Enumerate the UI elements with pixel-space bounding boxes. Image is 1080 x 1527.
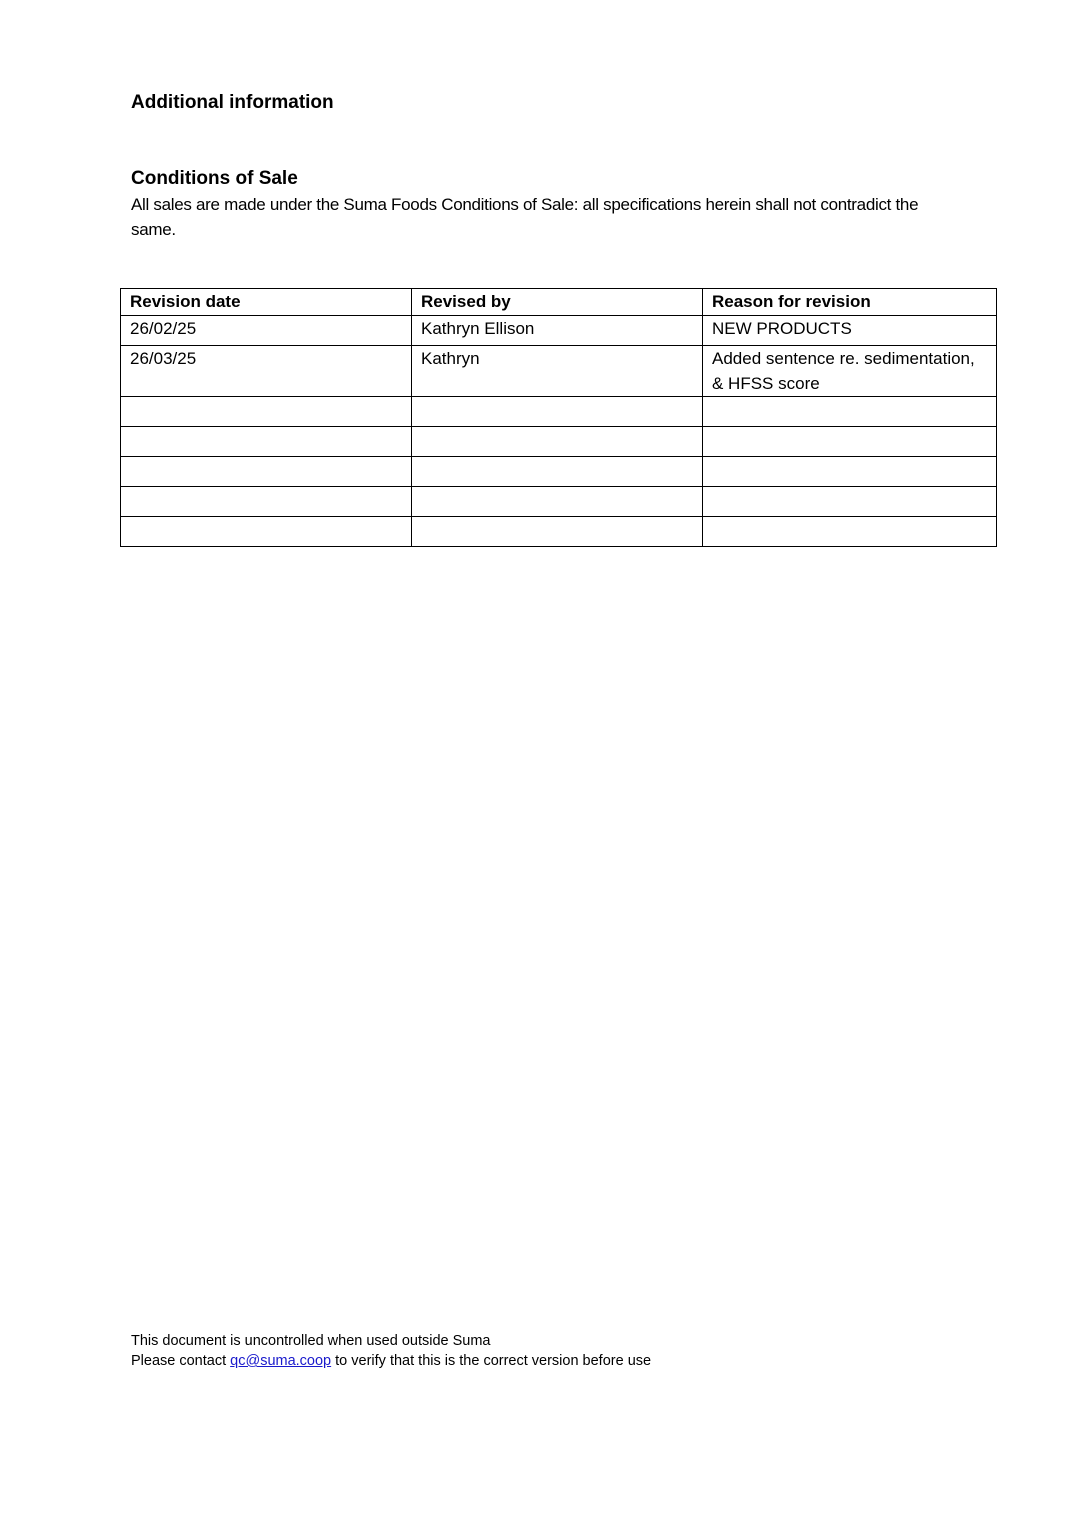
conditions-of-sale-text: All sales are made under the Suma Foods Conditions of Sale: all specifications herein shall not contradict the same. — [131, 195, 919, 239]
revised-by-cell: Kathryn Ellison — [412, 316, 703, 346]
table-header-row — [121, 289, 997, 316]
header-revision-date: Revision date — [121, 289, 412, 316]
reason-cell: Added sentence re. sedimentation, & HFSS score — [703, 346, 997, 397]
document-footer — [131, 1331, 651, 1371]
table-row — [121, 517, 997, 547]
table-row — [121, 346, 997, 397]
revision-table — [120, 288, 997, 547]
reason-cell — [703, 517, 997, 547]
qc-email-link[interactable]: qc@suma.coop — [230, 1353, 332, 1369]
table-row — [121, 316, 997, 346]
table-row — [121, 427, 997, 457]
revised-by-cell — [412, 397, 703, 427]
footer-contact-suffix: to verify that this is the correct version before use — [331, 1353, 652, 1369]
table-row — [121, 397, 997, 427]
revision-date-cell — [121, 487, 412, 517]
additional-information-heading: Additional information — [131, 92, 334, 113]
footer-contact-prefix: Please contact — [131, 1353, 231, 1369]
revised-by-cell: Kathryn — [412, 346, 703, 397]
header-revised-by: Revised by — [412, 289, 703, 316]
revision-date-cell: 26/02/25 — [121, 316, 412, 346]
footer-contact-line — [131, 1351, 651, 1371]
table-row — [121, 457, 997, 487]
conditions-of-sale-heading: Conditions of Sale — [131, 168, 298, 189]
revised-by-cell — [412, 427, 703, 457]
reason-cell: NEW PRODUCTS — [703, 316, 997, 346]
revised-by-cell — [412, 487, 703, 517]
revision-date-cell — [121, 397, 412, 427]
revised-by-cell — [412, 517, 703, 547]
reason-cell — [703, 427, 997, 457]
revised-by-cell — [412, 457, 703, 487]
reason-cell — [703, 397, 997, 427]
reason-cell — [703, 487, 997, 517]
reason-cell — [703, 457, 997, 487]
revision-date-cell — [121, 457, 412, 487]
table-row — [121, 487, 997, 517]
header-reason-for-revision: Reason for revision — [703, 289, 997, 316]
revision-date-cell — [121, 517, 412, 547]
revision-date-cell: 26/03/25 — [121, 346, 412, 397]
footer-uncontrolled-notice: This document is uncontrolled when used outside Suma — [131, 1333, 491, 1349]
revision-date-cell — [121, 427, 412, 457]
